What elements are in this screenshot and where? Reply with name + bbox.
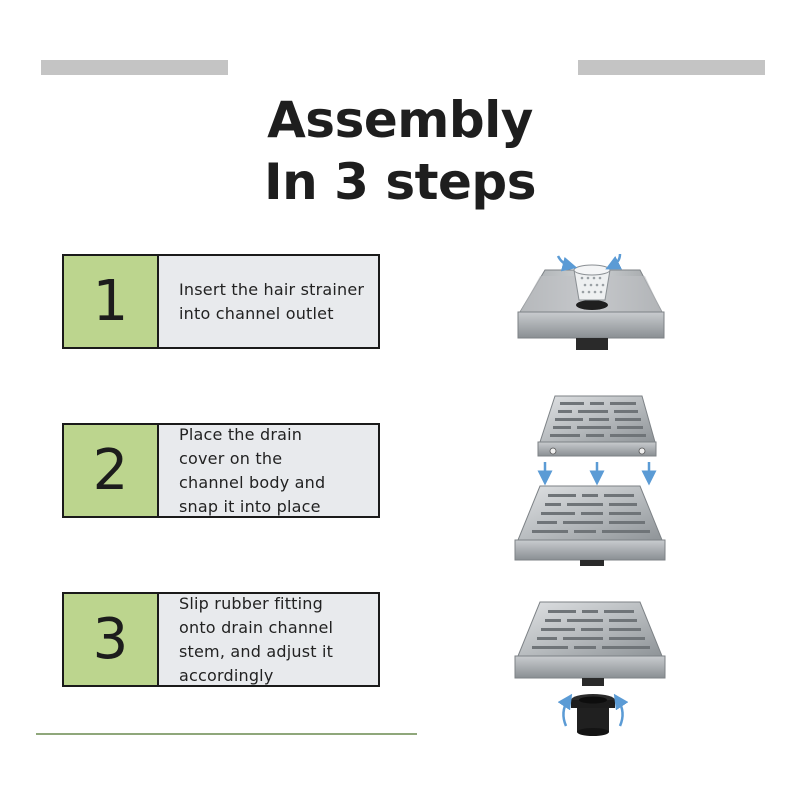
step-1-line: into channel outlet bbox=[179, 303, 334, 323]
drain-channel-with-strainer-illustration bbox=[518, 254, 664, 350]
hair-strainer-illustration bbox=[574, 265, 610, 300]
step-2-line: cover on the bbox=[179, 448, 283, 468]
step-3-line: Slip rubber fitting bbox=[179, 593, 323, 613]
drain-with-rubber-fitting-illustration bbox=[515, 602, 665, 736]
step-3-line: stem, and adjust it bbox=[179, 641, 334, 661]
page-title-line-1: Assembly bbox=[267, 91, 533, 149]
step-2-line: snap it into place bbox=[179, 496, 321, 516]
step-2-line: channel body and bbox=[179, 472, 326, 492]
step-3-number: 3 bbox=[64, 594, 159, 685]
step-2-line: Place the drain bbox=[179, 424, 303, 444]
drain-assembled-illustration bbox=[515, 486, 665, 566]
step-2-number: 2 bbox=[64, 425, 159, 516]
step-3-line: accordingly bbox=[179, 665, 274, 685]
rubber-fitting-illustration bbox=[571, 694, 615, 736]
step-3-line: onto drain channel bbox=[179, 617, 334, 637]
page-title-line-2: In 3 steps bbox=[264, 153, 536, 211]
drain-cover-illustration bbox=[538, 396, 656, 478]
step-1-line: Insert the hair strainer bbox=[179, 279, 365, 299]
step-1-number: 1 bbox=[64, 256, 159, 347]
